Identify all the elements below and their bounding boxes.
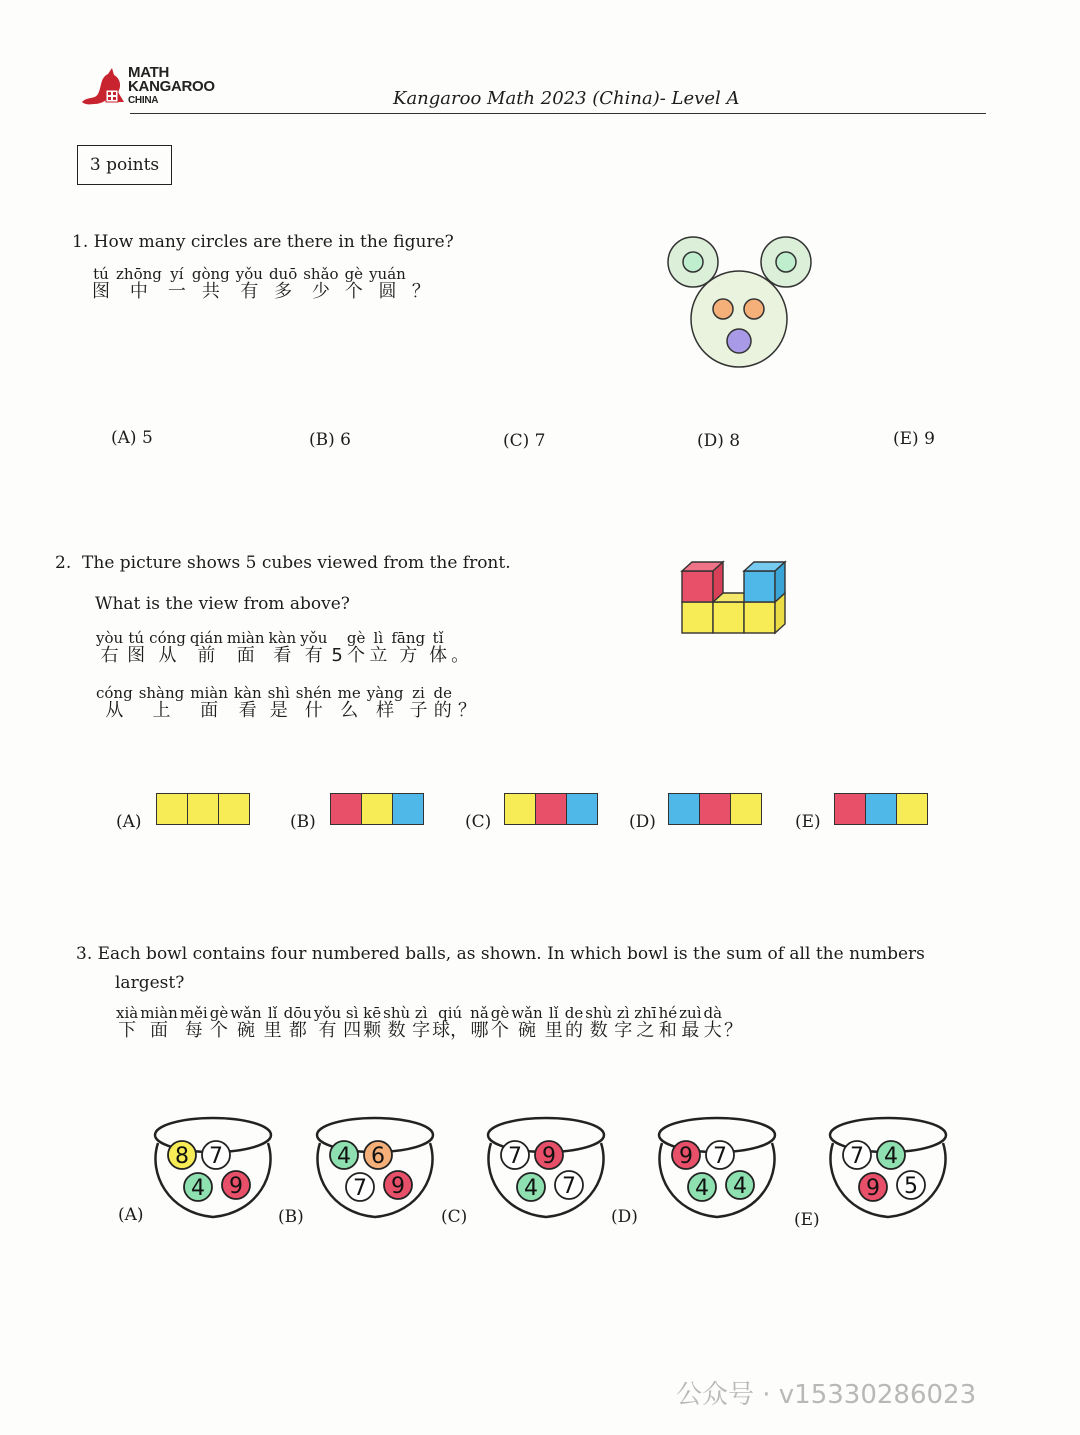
ruby-char xyxy=(679,1005,701,1041)
pinyin: qián xyxy=(189,629,223,647)
ruby-char xyxy=(139,685,185,721)
pinyin: zuì xyxy=(679,1004,702,1022)
hanzi: 和 xyxy=(658,1020,677,1041)
ruby-char xyxy=(585,1005,612,1041)
pinyin: shù xyxy=(585,1004,613,1022)
logo-line: CHINA xyxy=(128,95,159,106)
ruby-char xyxy=(314,1005,341,1041)
hanzi: 下 xyxy=(118,1020,137,1041)
hanzi: 前 xyxy=(197,645,216,666)
ruby-char xyxy=(724,1005,742,1041)
ruby-char xyxy=(269,266,297,302)
ruby-char xyxy=(96,685,133,721)
pinyin: gè xyxy=(490,1004,510,1022)
q2-question-2: What is the view from above? xyxy=(95,594,350,614)
logo-line: MATH xyxy=(128,64,170,81)
q3-option-label[interactable]: (C) xyxy=(441,1207,468,1227)
pinyin: nǎ xyxy=(470,1004,489,1022)
hanzi: 面 xyxy=(236,645,255,666)
pinyin: shì xyxy=(267,684,290,702)
ball-number: 4 xyxy=(695,1176,709,1201)
watermark: 公众号 · v15330286023 xyxy=(676,1380,977,1410)
ruby-char xyxy=(269,630,297,666)
right-eye-circle xyxy=(744,299,764,319)
ruby-char xyxy=(116,266,162,302)
hanzi: 哪 xyxy=(470,1020,489,1041)
ruby-char xyxy=(284,1005,312,1041)
hanzi: ？ xyxy=(724,1020,743,1041)
q1-option-b[interactable]: (B) 6 xyxy=(309,430,351,450)
ruby-char xyxy=(168,266,186,302)
ruby-char xyxy=(140,1005,178,1041)
q3-chinese xyxy=(116,1005,744,1041)
hanzi: 有 xyxy=(304,645,323,666)
pinyin: zi xyxy=(412,684,425,702)
ruby-char xyxy=(458,685,476,721)
hanzi: 面 xyxy=(150,1020,169,1041)
header-divider xyxy=(130,113,986,114)
strip-cell xyxy=(897,794,927,824)
pinyin: yàng xyxy=(366,684,404,702)
q2-option-strip[interactable] xyxy=(834,793,928,825)
q3-text xyxy=(76,944,925,964)
pinyin: cóng xyxy=(149,629,186,647)
ruby-char xyxy=(565,1005,583,1041)
q2-question: The picture shows 5 cubes viewed from the front. xyxy=(82,553,511,573)
q3-question-2: largest? xyxy=(115,973,185,993)
hanzi: 有 xyxy=(318,1020,337,1041)
pinyin: gè xyxy=(346,629,366,647)
ball-number: 7 xyxy=(353,1176,367,1201)
logo-line: KANGAROO xyxy=(128,78,215,95)
hanzi: 面 xyxy=(200,700,219,721)
q3-option-label[interactable]: (D) xyxy=(611,1207,638,1227)
ruby-char xyxy=(363,1005,381,1041)
hanzi: 里 xyxy=(544,1020,563,1041)
ruby-char xyxy=(432,1005,468,1041)
hanzi: 数 xyxy=(589,1020,608,1041)
hanzi: 个 xyxy=(209,1020,228,1041)
pinyin: gè xyxy=(344,265,364,283)
q2-number: 2. xyxy=(55,553,72,573)
pinyin: shén xyxy=(295,684,332,702)
hanzi: 方 xyxy=(399,645,418,666)
pinyin: duō xyxy=(268,265,298,283)
q2-option-strip[interactable] xyxy=(668,793,762,825)
ruby-char xyxy=(96,630,123,666)
q2-option-label[interactable]: (B) xyxy=(290,812,316,832)
hanzi: 都 xyxy=(288,1020,307,1041)
ball-number: 6 xyxy=(371,1144,385,1169)
hanzi: 的 xyxy=(433,700,452,721)
ruby-char xyxy=(367,685,404,721)
pinyin: yǒu xyxy=(300,629,328,647)
pinyin: tú xyxy=(128,629,145,647)
hanzi: 之 xyxy=(636,1020,655,1041)
hanzi: 体 xyxy=(429,645,448,666)
pinyin: sì xyxy=(345,1004,359,1022)
ball-number: 4 xyxy=(191,1176,205,1201)
ball-number: 7 xyxy=(850,1144,864,1169)
pinyin: tǐ xyxy=(432,629,444,647)
hanzi: 5 xyxy=(331,645,343,666)
pinyin: kē xyxy=(363,1004,382,1022)
ball-number: 8 xyxy=(175,1144,189,1169)
ball-number: 4 xyxy=(337,1144,351,1169)
hanzi: 什 xyxy=(304,700,323,721)
pinyin: de xyxy=(564,1004,584,1022)
strip-cell xyxy=(700,794,731,824)
strip-cell xyxy=(219,794,249,824)
ruby-char xyxy=(383,1005,410,1041)
ruby-char xyxy=(659,1005,678,1041)
q3-question: Each bowl contains four numbered balls, as shown. In which bowl is the sum of all the numbers xyxy=(97,944,925,964)
ruby-char xyxy=(343,1005,361,1041)
ball-number: 9 xyxy=(542,1144,556,1169)
ruby-char xyxy=(190,685,228,721)
hanzi: 个 xyxy=(491,1020,510,1041)
right-ear-inner-circle xyxy=(776,252,796,272)
pinyin: lǐ xyxy=(548,1004,559,1022)
pinyin: qiú xyxy=(438,1004,463,1022)
hanzi: 。 xyxy=(451,645,470,666)
pinyin: zhōng xyxy=(116,265,162,283)
strip-cell xyxy=(835,794,866,824)
pinyin: yí xyxy=(170,265,184,283)
pinyin: miàn xyxy=(226,629,265,647)
ball-number: 9 xyxy=(391,1174,405,1199)
q2-option-label[interactable]: (E) xyxy=(795,812,821,832)
ruby-char xyxy=(268,685,290,721)
pinyin: shǎo xyxy=(303,265,339,283)
pinyin: tú xyxy=(93,265,109,283)
hanzi: 右 xyxy=(100,645,119,666)
page-title: Kangaroo Math 2023 (China)- Level A xyxy=(393,88,740,109)
ruby-char xyxy=(338,685,361,721)
ruby-char xyxy=(116,1005,138,1041)
bowl-figure[interactable] xyxy=(823,1113,953,1221)
q2-option-strip[interactable] xyxy=(156,793,250,825)
ruby-char xyxy=(127,630,145,666)
ruby-char xyxy=(264,1005,282,1041)
pinyin: yǒu xyxy=(313,1004,342,1022)
pinyin: kàn xyxy=(233,684,262,702)
q2-option-label[interactable]: (C) xyxy=(465,812,492,832)
q1-chinese xyxy=(92,266,436,302)
pinyin: de xyxy=(433,684,452,702)
pinyin: lǐ xyxy=(267,1004,278,1022)
hanzi: 子 xyxy=(409,700,428,721)
hanzi: 从 xyxy=(158,645,177,666)
cube-top-red xyxy=(682,571,713,602)
strip-cell xyxy=(866,794,897,824)
hanzi: 碗 xyxy=(236,1020,255,1041)
hanzi: 么 xyxy=(340,700,359,721)
hanzi: 看 xyxy=(238,700,257,721)
q3-number: 3. xyxy=(76,944,93,964)
q3-option-label[interactable]: (A) xyxy=(118,1205,144,1225)
pinyin: zì xyxy=(414,1004,428,1022)
pinyin: hé xyxy=(658,1004,678,1022)
ruby-char xyxy=(391,630,425,666)
hanzi: 圆 xyxy=(378,281,397,302)
cube-top-blue xyxy=(744,571,775,602)
ball-number: 4 xyxy=(524,1176,538,1201)
pinyin: wǎn xyxy=(511,1004,543,1022)
hanzi: 颗 xyxy=(363,1020,382,1041)
strip-cell xyxy=(393,794,423,824)
ruby-char xyxy=(704,1005,723,1041)
q1-option-c[interactable]: (C) 7 xyxy=(503,431,546,451)
hanzi: 球， xyxy=(432,1020,469,1041)
ball-number: 4 xyxy=(733,1174,747,1199)
strip-cell xyxy=(157,794,188,824)
strip-cell xyxy=(536,794,567,824)
pinyin: zhī xyxy=(634,1004,657,1022)
q2-chinese-2 xyxy=(96,685,482,721)
hanzi: 是 xyxy=(269,700,288,721)
q1-circles-figure xyxy=(660,232,820,372)
pinyin: yòu xyxy=(96,629,124,647)
strip-cell xyxy=(331,794,362,824)
ruby-char xyxy=(369,630,387,666)
hanzi: 四 xyxy=(343,1020,362,1041)
ruby-char xyxy=(234,685,262,721)
pinyin: gè xyxy=(209,1004,229,1022)
strip-cell xyxy=(505,794,536,824)
pinyin: yǒu xyxy=(235,265,263,283)
hanzi: 样 xyxy=(376,700,395,721)
q2-text xyxy=(55,553,511,573)
ruby-char xyxy=(634,1005,656,1041)
strip-cell xyxy=(567,794,597,824)
ruby-char xyxy=(433,685,451,721)
ruby-char xyxy=(303,266,338,302)
hanzi: 碗 xyxy=(517,1020,536,1041)
ruby-char xyxy=(331,630,342,666)
left-ear-inner-circle xyxy=(683,252,703,272)
bowl-figure[interactable] xyxy=(652,1113,782,1221)
ruby-char xyxy=(470,1005,489,1041)
q3-option-label[interactable]: (E) xyxy=(794,1210,820,1230)
pinyin: lì xyxy=(373,629,384,647)
hanzi: 图 xyxy=(127,645,146,666)
ruby-char xyxy=(511,1005,542,1041)
strip-cell xyxy=(731,794,761,824)
pinyin: miàn xyxy=(140,1004,178,1022)
bowl-figure[interactable] xyxy=(148,1113,278,1221)
ball-number: 9 xyxy=(679,1144,693,1169)
ball-number: 5 xyxy=(904,1174,918,1199)
ruby-char xyxy=(180,1005,208,1041)
ruby-char xyxy=(149,630,186,666)
hanzi: ？ xyxy=(457,700,476,721)
strip-cell xyxy=(669,794,700,824)
hanzi: 有 xyxy=(240,281,259,302)
ruby-char xyxy=(429,630,447,666)
cube-bottom-1 xyxy=(682,602,713,633)
ruby-char xyxy=(491,1005,509,1041)
cube-bottom-2 xyxy=(713,602,744,633)
pinyin: wǎn xyxy=(230,1004,262,1022)
hanzi: 一 xyxy=(167,281,186,302)
ball-number: 7 xyxy=(713,1144,727,1169)
hanzi: 字 xyxy=(614,1020,633,1041)
ball-number: 9 xyxy=(866,1176,880,1201)
hanzi: 图 xyxy=(92,281,110,302)
ruby-char xyxy=(92,266,110,302)
ball-number: 9 xyxy=(229,1174,243,1199)
q1-option-e[interactable]: (E) 9 xyxy=(893,429,935,449)
pinyin: cóng xyxy=(96,684,133,702)
ruby-char xyxy=(236,266,263,302)
bowl-figure[interactable] xyxy=(310,1113,440,1221)
ball-number: 7 xyxy=(562,1174,576,1199)
pinyin: kàn xyxy=(268,629,297,647)
pinyin: yuán xyxy=(369,265,406,283)
hanzi: 中 xyxy=(129,281,148,302)
ruby-char xyxy=(210,1005,228,1041)
pinyin: me xyxy=(337,684,361,702)
hanzi: ？ xyxy=(411,281,430,302)
ruby-char xyxy=(345,266,363,302)
hanzi: 个 xyxy=(347,645,366,666)
ruby-char xyxy=(369,266,406,302)
hanzi: 少 xyxy=(311,281,330,302)
hanzi: 共 xyxy=(201,281,220,302)
ruby-char xyxy=(347,630,365,666)
ruby-char xyxy=(614,1005,632,1041)
q1-option-a[interactable]: (A) 5 xyxy=(111,428,153,448)
hanzi: 字 xyxy=(412,1020,431,1041)
pinyin: dōu xyxy=(283,1004,312,1022)
q3-option-label[interactable]: (B) xyxy=(278,1207,304,1227)
hanzi: 最 xyxy=(681,1020,700,1041)
ruby-char xyxy=(192,266,230,302)
logo-wordmark xyxy=(128,66,215,108)
ruby-char xyxy=(451,630,469,666)
pinyin: xià xyxy=(116,1004,139,1022)
hanzi: 大 xyxy=(703,1020,722,1041)
hanzi: 每 xyxy=(184,1020,203,1041)
pinyin: měi xyxy=(179,1004,208,1022)
ruby-char xyxy=(412,1005,430,1041)
ball-number: 7 xyxy=(508,1144,522,1169)
ruby-char xyxy=(545,1005,563,1041)
ruby-char xyxy=(409,685,427,721)
hanzi: 上 xyxy=(152,700,171,721)
pinyin: shù xyxy=(383,1004,411,1022)
hanzi: 数 xyxy=(387,1020,406,1041)
ruby-char xyxy=(412,266,430,302)
hanzi: 里 xyxy=(263,1020,282,1041)
q2-option-strip[interactable] xyxy=(504,793,598,825)
pinyin: dà xyxy=(703,1004,723,1022)
q2-cubes-figure xyxy=(676,560,792,640)
q2-chinese-1 xyxy=(96,630,473,666)
pinyin: miàn xyxy=(190,684,228,702)
q1-text xyxy=(72,232,454,252)
q2-option-strip[interactable] xyxy=(330,793,424,825)
pinyin: fāng xyxy=(391,629,426,647)
hanzi: 看 xyxy=(273,645,292,666)
hanzi: 立 xyxy=(369,645,388,666)
mouth-circle xyxy=(727,329,751,353)
ruby-char xyxy=(190,630,223,666)
ruby-char xyxy=(296,685,332,721)
hanzi: 的 xyxy=(564,1020,583,1041)
points-badge: 3 points xyxy=(77,145,172,185)
q2-option-label[interactable]: (A) xyxy=(116,812,142,832)
bowl-figure[interactable] xyxy=(481,1113,611,1221)
pinyin: shàng xyxy=(138,684,185,702)
strip-cell xyxy=(362,794,393,824)
q2-option-label[interactable]: (D) xyxy=(629,812,656,832)
kangaroo-logo-icon xyxy=(78,66,130,108)
hanzi: 从 xyxy=(105,700,124,721)
ball-number: 7 xyxy=(209,1144,223,1169)
q1-question: How many circles are there in the figure? xyxy=(93,232,454,252)
q1-option-d[interactable]: (D) 8 xyxy=(697,431,741,451)
left-eye-circle xyxy=(713,299,733,319)
hanzi: 个 xyxy=(344,281,363,302)
ruby-char xyxy=(300,630,327,666)
q1-number: 1. xyxy=(72,232,89,252)
ruby-char xyxy=(227,630,265,666)
hanzi: 多 xyxy=(274,281,293,302)
pinyin: gòng xyxy=(191,265,230,283)
ball-number: 4 xyxy=(884,1144,898,1169)
strip-cell xyxy=(188,794,219,824)
pinyin: zì xyxy=(616,1004,630,1022)
cube-bottom-3 xyxy=(744,602,775,633)
ruby-char xyxy=(230,1005,261,1041)
